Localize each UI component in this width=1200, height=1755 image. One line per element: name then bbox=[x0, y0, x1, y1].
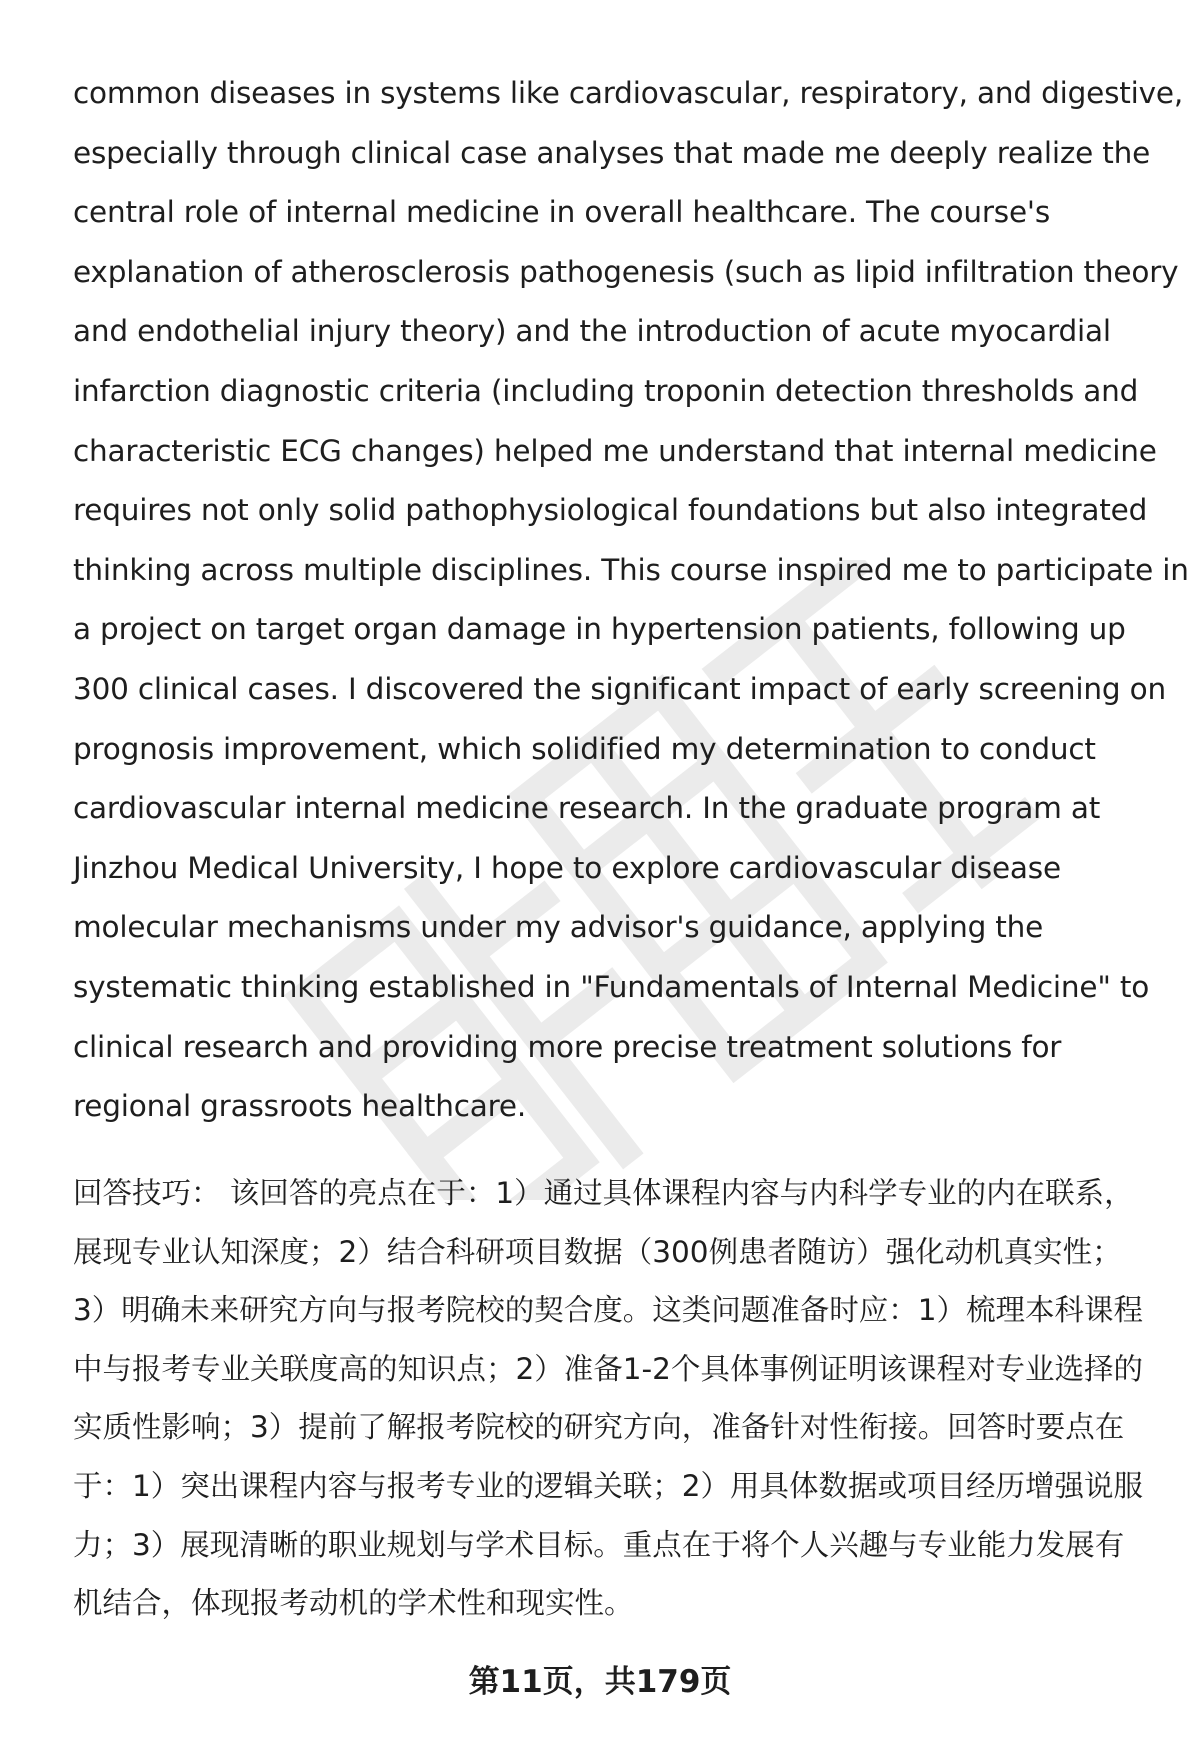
tips-line: 实质性影响；3）提前了解报考院校的研究方向，准备针对性衔接。回答时要点在 bbox=[73, 1410, 1125, 1445]
text-line: common diseases in systems like cardiovascular, respiratory, and digestive, bbox=[73, 76, 1183, 110]
tips-line: 力；3）展现清晰的职业规划与学术目标。重点在于将个人兴趣与专业能力发展有 bbox=[73, 1527, 1125, 1562]
tips-line: 展现专业认知深度；2）结合科研项目数据（300例患者随访）强化动机真实性； bbox=[73, 1234, 1122, 1269]
text-line: especially through clinical case analyses that made me deeply realize the bbox=[73, 135, 1151, 170]
text-line: molecular mechanisms under my advisor's guidance, applying the bbox=[73, 910, 1044, 945]
text-line: a project on target organ damage in hypertension patients, following up bbox=[73, 612, 1126, 647]
tips-line: 于：1）突出课程内容与报考专业的逻辑关联；2）用具体数据或项目经历增强说服 bbox=[73, 1468, 1144, 1503]
tips-line: 3）明确未来研究方向与报考院校的契合度。这类问题准备时应：1）梳理本科课程 bbox=[73, 1293, 1144, 1328]
text-line: Jinzhou Medical University, I hope to explore cardiovascular disease bbox=[73, 850, 1061, 885]
tips-line: 回答技巧： 该回答的亮点在于：1）通过具体课程内容与内科学专业的内在联系， bbox=[73, 1176, 1134, 1210]
text-line: cardiovascular internal medicine research. In the graduate program at bbox=[73, 791, 1101, 826]
text-line: explanation of atherosclerosis pathogenesis (such as lipid infiltration theory bbox=[73, 254, 1179, 289]
text-line: systematic thinking established in "Fundamentals of Internal Medicine" to bbox=[73, 969, 1150, 1004]
text-line: infarction diagnostic criteria (including troponin detection thresholds and bbox=[73, 373, 1139, 408]
english-answer-text bbox=[73, 64, 1189, 1137]
text-line: central role of internal medicine in overall healthcare. The course's bbox=[73, 195, 1050, 230]
tips-line: 机结合，体现报考动机的学术性和现实性。 bbox=[73, 1586, 634, 1621]
text-line: clinical research and providing more precise treatment solutions for bbox=[73, 1029, 1062, 1064]
text-line: prognosis improvement, which solidified my determination to conduct bbox=[73, 731, 1096, 766]
text-line: regional grassroots healthcare. bbox=[73, 1089, 526, 1124]
text-line: 300 clinical cases. I discovered the significant impact of early screening on bbox=[73, 671, 1166, 706]
text-line: and endothelial injury theory) and the introduction of acute myocardial bbox=[73, 314, 1111, 349]
text-line: thinking across multiple disciplines. This course inspired me to participate in bbox=[73, 552, 1189, 587]
text-line: requires not only solid pathophysiological foundations but also integrated bbox=[73, 493, 1148, 528]
answer-tips-text bbox=[73, 1164, 1163, 1633]
page-number: 第11页，共179页 bbox=[468, 1664, 732, 1700]
tips-line: 中与报考专业关联度高的知识点；2）准备1-2个具体事例证明该课程对专业选择的 bbox=[73, 1351, 1143, 1386]
text-line: characteristic ECG changes) helped me understand that internal medicine bbox=[73, 433, 1157, 468]
